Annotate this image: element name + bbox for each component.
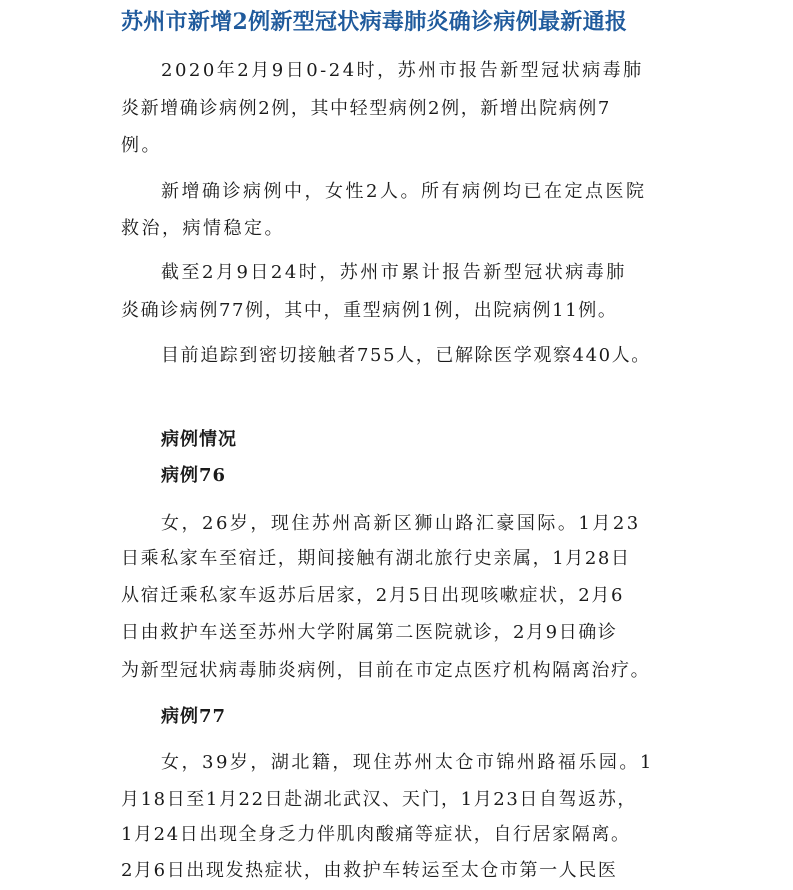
section-heading: 病例情况 bbox=[161, 429, 237, 450]
case-line: 女，39岁，湖北籍，现住苏州太仓市锦州路福乐园。1 bbox=[161, 752, 654, 773]
paragraph-line: 目前追踪到密切接触者755人，已解除医学观察440人。 bbox=[161, 345, 651, 366]
article-title: 苏州市新增2例新型冠状病毒肺炎确诊病例最新通报 bbox=[121, 9, 628, 35]
case-line: 日乘私家车至宿迁，期间接触有湖北旅行史亲属，1月28日 bbox=[121, 548, 631, 569]
case-label: 病例76 bbox=[161, 465, 227, 486]
paragraph-line: 2020年2月9日0-24时，苏州市报告新型冠状病毒肺 bbox=[161, 60, 644, 81]
paragraph-line: 救治，病情稳定。 bbox=[121, 218, 285, 239]
paragraph-line: 截至2月9日24时，苏州市累计报告新型冠状病毒肺 bbox=[161, 262, 627, 283]
case-line: 从宿迁乘私家车返苏后居家，2月5日出现咳嗽症状，2月6 bbox=[121, 585, 625, 606]
case-line: 2月6日出现发热症状，由救护车转运至太仓市第一人民医 bbox=[121, 860, 618, 881]
case-line: 月18日至1月22日赴湖北武汉、天门，1月23日自驾返苏， bbox=[121, 789, 638, 810]
paragraph-line: 例。 bbox=[121, 135, 162, 156]
case-line: 日由救护车送至苏州大学附属第二医院就诊，2月9日确诊 bbox=[121, 622, 618, 643]
case-line: 1月24日出现全身乏力伴肌肉酸痛等症状，自行居家隔离。 bbox=[121, 824, 631, 845]
case-line: 女，26岁，现住苏州高新区狮山路汇豪国际。1月23 bbox=[161, 513, 641, 534]
paragraph-line: 新增确诊病例中，女性2人。所有病例均已在定点医院 bbox=[161, 181, 647, 202]
case-label: 病例77 bbox=[161, 706, 227, 727]
paragraph-line: 炎确诊病例77例，其中，重型病例1例，出院病例11例。 bbox=[121, 300, 618, 321]
case-line: 为新型冠状病毒肺炎病例，目前在市定点医疗机构隔离治疗。 bbox=[121, 660, 651, 681]
paragraph-line: 炎新增确诊病例2例，其中轻型病例2例，新增出院病例7 bbox=[121, 98, 611, 119]
